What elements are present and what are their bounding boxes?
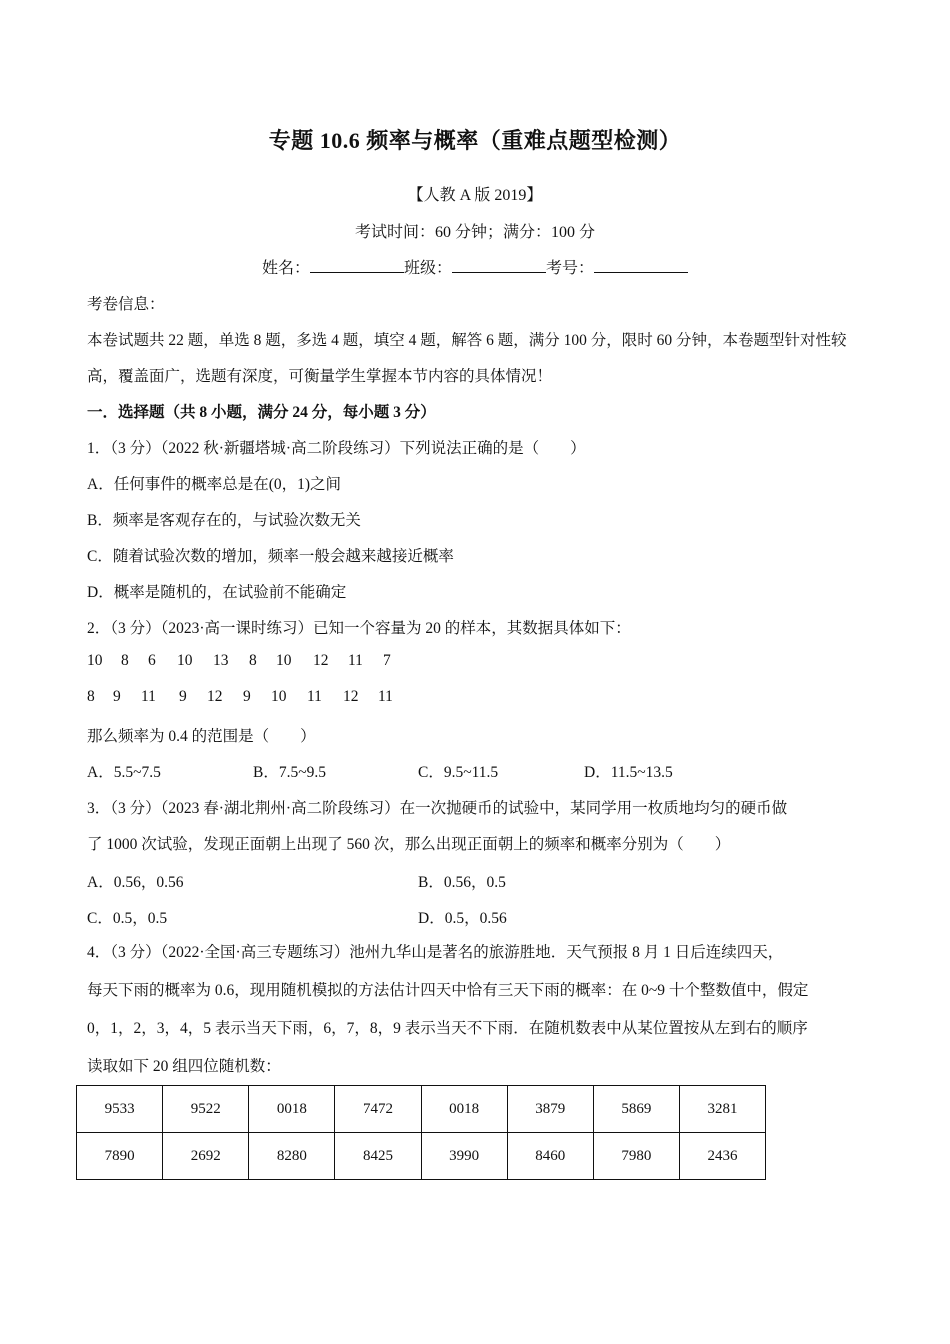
table-cell: 8460 [507, 1133, 593, 1180]
exam-no-label: 考号： [546, 260, 595, 277]
q1-option-a: A．任何事件的概率总是在(0，1)之间 [87, 476, 342, 493]
q2-stem: 2．（3 分）（2023·高一课时练习）已知一个容量为 20 的样本，其数据具体如下： [87, 620, 631, 637]
table-row [77, 1133, 766, 1180]
data-value: 11 [348, 652, 363, 669]
q4-stem-line-4: 读取如下 20 组四位随机数： [87, 1058, 281, 1075]
data-value: 8 [87, 688, 95, 705]
edition-label: 【人教 A 版 2019】 [407, 187, 543, 204]
data-value: 11 [378, 688, 393, 705]
q3-option-d: D．0.5，0.56 [418, 910, 507, 927]
table-cell: 8425 [335, 1133, 421, 1180]
student-info-line [0, 255, 950, 278]
data-value: 10 [276, 652, 292, 669]
data-value: 8 [121, 652, 129, 669]
q3-option-b: B．0.56，0.5 [418, 874, 506, 891]
data-value: 9 [113, 688, 121, 705]
q1-option-c: C．随着试验次数的增加，频率一般会越来越接近概率 [87, 548, 454, 565]
name-label: 姓名： [261, 260, 310, 277]
data-value: 11 [307, 688, 322, 705]
q3-option-c: C．0.5，0.5 [87, 910, 168, 927]
name-blank [310, 258, 404, 273]
table-cell: 7472 [335, 1086, 421, 1133]
table-cell: 7890 [77, 1133, 163, 1180]
data-value: 12 [313, 652, 329, 669]
q4-stem-line-3: 0，1，2，3，4，5 表示当天下雨，6，7，8，9 表示当天不下雨．在随机数表中从某位置按从左到右的顺序 [87, 1020, 808, 1037]
q2-question: 那么频率为 0.4 的范围是（ ） [87, 728, 316, 745]
section-heading: 一．选择题（共 8 小题，满分 24 分，每小题 3 分） [87, 404, 436, 421]
q1-option-b: B．频率是客观存在的，与试验次数无关 [87, 512, 361, 529]
data-value: 7 [383, 652, 391, 669]
table-cell: 3879 [507, 1086, 593, 1133]
q3-option-a: A．0.56，0.56 [87, 874, 184, 891]
data-value: 8 [249, 652, 257, 669]
q2-option-c: C．9.5~11.5 [418, 764, 499, 781]
data-value: 12 [343, 688, 359, 705]
data-value: 11 [141, 688, 156, 705]
exam-time-info: 考试时间：60 分钟；满分：100 分 [354, 224, 595, 241]
table-row [77, 1086, 766, 1133]
table-cell: 5869 [593, 1086, 679, 1133]
q3-stem-line-2: 了 1000 次试验，发现正面朝上出现了 560 次，那么出现正面朝上的频率和概率分别为（ ） [87, 836, 731, 853]
table-cell: 9533 [77, 1086, 163, 1133]
class-label: 班级： [403, 260, 452, 277]
table-cell: 3990 [421, 1133, 507, 1180]
data-value: 9 [179, 688, 187, 705]
table-cell: 8280 [249, 1133, 335, 1180]
q1-option-d: D．概率是随机的，在试验前不能确定 [87, 584, 347, 601]
page-title: 专题 10.6 频率与概率（重难点题型检测） [268, 128, 682, 153]
data-value: 12 [207, 688, 223, 705]
q2-option-d: D．11.5~13.5 [584, 764, 673, 781]
data-value: 6 [148, 652, 156, 669]
q1-stem: 1．（3 分）（2022 秋·新疆塔城·高二阶段练习）下列说法正确的是（ ） [87, 440, 586, 457]
table-cell: 0018 [421, 1086, 507, 1133]
q3-stem-line-1: 3．（3 分）（2023 春·湖北荆州·高二阶段练习）在一次抛硬币的试验中，某同学用一枚质地均匀的硬币做 [87, 800, 788, 817]
data-value: 10 [271, 688, 287, 705]
info-label: 考卷信息： [87, 296, 165, 313]
info-line-1: 本卷试题共 22 题，单选 8 题，多选 4 题，填空 4 题，解答 6 题，满分 100 分，限时 60 分钟，本卷题型针对性较 [87, 332, 847, 349]
table-cell: 0018 [249, 1086, 335, 1133]
data-value: 13 [213, 652, 229, 669]
table-cell: 2692 [163, 1133, 249, 1180]
table-cell: 3281 [679, 1086, 765, 1133]
q4-stem-line-2: 每天下雨的概率为 0.6，现用随机模拟的方法估计四天中恰有三天下雨的概率：在 0~9 十个整数值中，假定 [87, 982, 809, 999]
table-cell: 7980 [593, 1133, 679, 1180]
q2-option-b: B．7.5~9.5 [253, 764, 326, 781]
data-value: 10 [87, 652, 103, 669]
data-value: 9 [243, 688, 251, 705]
exam-no-blank [594, 258, 688, 273]
q4-stem-line-1: 4．（3 分）（2022·全国·高三专题练习）池州九华山是著名的旅游胜地．天气预报 8 月 1 日后连续四天， [87, 944, 784, 961]
table-cell: 2436 [679, 1133, 765, 1180]
q2-option-a: A．5.5~7.5 [87, 764, 161, 781]
random-number-table [76, 1085, 766, 1180]
info-line-2: 高，覆盖面广，选题有深度，可衡量学生掌握本节内容的具体情况！ [87, 368, 553, 385]
data-value: 10 [177, 652, 193, 669]
table-cell: 9522 [163, 1086, 249, 1133]
class-blank [452, 258, 546, 273]
